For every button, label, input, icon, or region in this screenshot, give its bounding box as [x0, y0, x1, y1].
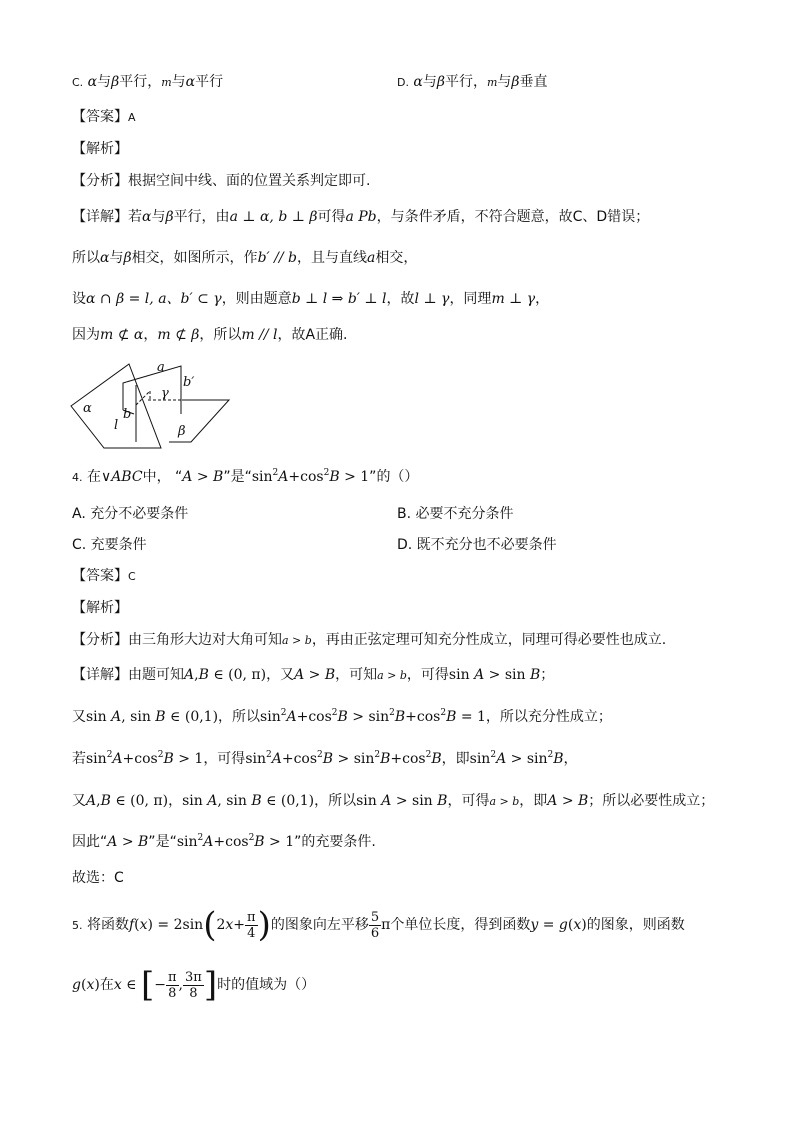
q4-fenxi: 【分析】由三角形大边对大角可知a > b，再由正弦定理可知充分性成立，同理可得必要性也成立.	[72, 632, 667, 648]
dashed-line-b-prime	[136, 391, 150, 405]
q4-detail-line-5: 因此“A > B”是“$\sin^2A+\cos^2B > 1$”的充要条件.	[72, 833, 376, 850]
q3-detail-line-2: 所以α与β相交，如图所示，作b′ // b，且与直线a相交，	[72, 250, 418, 266]
q4-option-d: D. 既不充分也不必要条件	[397, 537, 557, 553]
label-b-prime: b′	[183, 375, 195, 390]
q3-answer: 【答案】A	[72, 109, 136, 125]
fraction-5-over-6: $\frac{5}{6}$	[370, 909, 380, 941]
q3-option-d: D. α与β平行，m与β垂直	[397, 74, 548, 90]
q4-detail-line-2: 又sin A, sin B ∈ (0,1)，所以$\sin^2A+\cos^2B > \sin^2B+\cos^2B = 1$，所以充分性成立；	[72, 708, 612, 725]
q3-detail-line-4: 因为m ⊄ α，m ⊄ β，所以m // l，故A正确.	[72, 327, 348, 343]
q4-answer: 【答案】C	[72, 568, 136, 584]
q4-detail-line-4: 又A,B ∈ (0, π)，sin A, sin B ∈ (0,1)，所以sin A > sin B，可得a > b，即A > B；所以必要性成立；	[72, 793, 715, 809]
q4-choose: 故选：C	[72, 870, 124, 886]
q4-option-a: A. 充分不必要条件	[72, 506, 189, 522]
q3-detail-line-3: 设α ∩ β = l, a、b′ ⊂ γ，则由题意b ⊥ l ⇒ b′ ⊥ l，故l ⊥ γ，同理m ⊥ γ，	[72, 291, 550, 307]
q3-fenxi: 【分析】根据空间中线、面的位置关系判定即可.	[72, 173, 371, 189]
label-gamma: γ	[161, 386, 169, 401]
fraction-3pi-over-8: $\frac{3\pi}{8}$	[184, 969, 202, 1001]
label-alpha: α	[83, 401, 92, 416]
q5-stem-line-1: 5. 将函数f(x) = 2sin(2x+ $\frac{\pi}{4}$ )的图象向左平移 $\frac{5}{6}$ π个单位长度，得到函数y = g(x)的图象，则函数	[72, 905, 685, 945]
label-a: a	[157, 360, 165, 375]
fraction-pi-over-8: $\frac{\pi}{8}$	[167, 969, 177, 1001]
q3-jiexi-heading: 【解析】	[72, 141, 128, 157]
q4-option-b: B. 必要不充分条件	[397, 506, 514, 522]
label-beta: β	[178, 424, 186, 439]
plane-gamma-outline	[123, 366, 181, 414]
q4-detail-line-3: 若$\sin^2A+\cos^2B > 1$，可得$\sin^2A+\cos^2B > \sin^2B+\cos^2B$，即$\sin^2A > \sin^2B$，	[72, 750, 578, 767]
q4-option-c: C. 充要条件	[72, 537, 147, 553]
q4-jiexi-heading: 【解析】	[72, 600, 128, 616]
fraction-pi-over-4: $\frac{\pi}{4}$	[247, 909, 256, 941]
label-b: b	[123, 407, 132, 422]
q5-stem-line-2: g(x)在x ∈ [− $\frac{\pi}{8}$ , $\frac{3\pi}{8}$ ]时的值域为（）	[72, 965, 316, 1005]
label-l: l	[114, 418, 119, 433]
planes-figure	[66, 357, 236, 457]
q4-stem: 4. 在∨ABC中， “A > B”是“$\sin^2A+\cos^2B > 1$”的（）	[72, 468, 419, 485]
q3-detail-line-1: 【详解】若α与β平行，由a ⊥ α, b ⊥ β可得a Pb，与条件矛盾，不符合题意，故C、D错误；	[72, 209, 650, 225]
q4-detail-line-1: 【详解】由题可知A,B ∈ (0, π)，又A > B，可知a > b，可得sin A > sin B；	[72, 667, 555, 683]
q3-option-c: C. α与β平行，m与α平行	[72, 74, 224, 90]
